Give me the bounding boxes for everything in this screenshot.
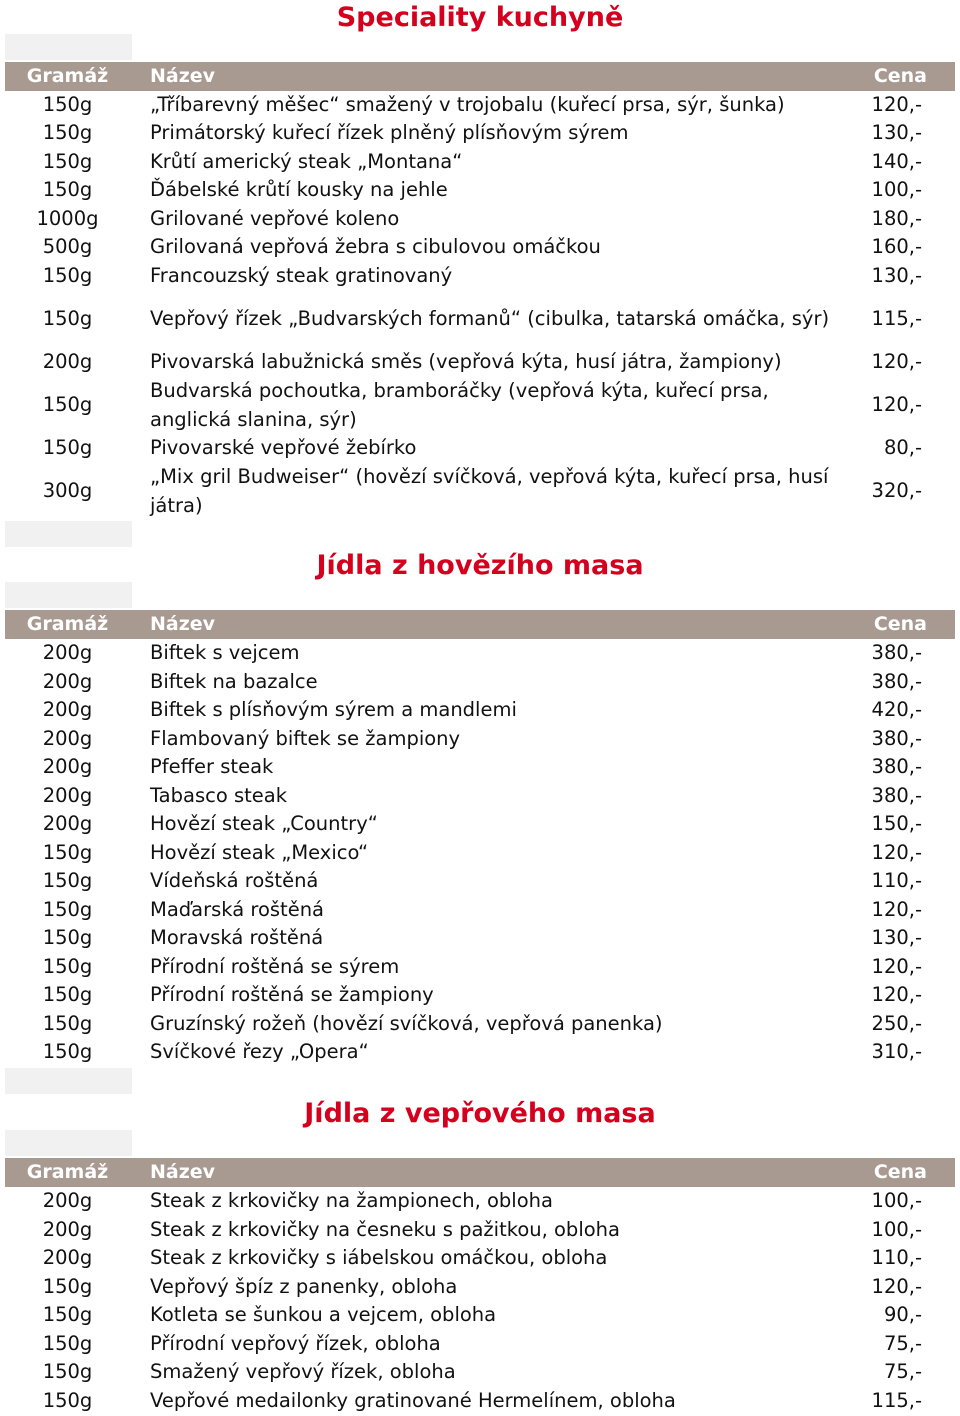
- item-name: Biftek na bazalce: [150, 670, 318, 693]
- item-name: Přírodní vepřový řízek, obloha: [150, 1332, 441, 1355]
- header-price: Cena: [873, 65, 927, 87]
- gray-block: [5, 1068, 132, 1094]
- item-name: Krůtí americký steak „Montana“: [150, 150, 463, 173]
- item-weight: 200g: [42, 698, 93, 721]
- item-price: 75,-: [883, 1332, 922, 1355]
- item-name: Kotleta se šunkou a vejcem, obloha: [150, 1303, 497, 1326]
- item-name: Vepřový špíz z panenky, obloha: [150, 1275, 458, 1298]
- item-price: 90,-: [883, 1303, 922, 1326]
- item-price: 250,-: [871, 1012, 922, 1035]
- item-weight: 200g: [42, 812, 93, 835]
- item-price: 380,-: [871, 784, 922, 807]
- item-name: Hovězí steak „Country“: [150, 812, 378, 835]
- item-weight: 150g: [42, 264, 93, 287]
- gray-block: [5, 1130, 132, 1156]
- item-weight: 200g: [42, 784, 93, 807]
- item-weight: 150g: [42, 1040, 93, 1063]
- section-title: Speciality kuchyně: [336, 2, 624, 33]
- item-weight: 200g: [42, 1189, 93, 1212]
- item-name: Primátorský kuřecí řízek plněný plísňovým sýrem: [150, 121, 629, 144]
- item-price: 140,-: [871, 150, 922, 173]
- item-name: Biftek s plísňovým sýrem a mandlemi: [150, 698, 517, 721]
- item-price: 180,-: [871, 207, 922, 230]
- table-header: [5, 62, 955, 91]
- item-price: 130,-: [871, 264, 922, 287]
- item-price: 115,-: [871, 1389, 922, 1412]
- item-name: Ďábelské krůtí kousky na jehle: [150, 178, 448, 201]
- item-name: Vepřové medailonky gratinované Hermelínem, obloha: [150, 1389, 676, 1412]
- item-price: 110,-: [871, 1246, 922, 1269]
- item-price: 120,-: [871, 983, 922, 1006]
- item-price: 310,-: [871, 1040, 922, 1063]
- item-price: 100,-: [871, 1189, 922, 1212]
- item-weight: 200g: [42, 755, 93, 778]
- item-price: 120,-: [871, 955, 922, 978]
- item-name: Pivovarské vepřové žebírko: [150, 436, 417, 459]
- item-weight: 1000g: [36, 207, 99, 230]
- item-name: Steak z krkovičky s iábelskou omáčkou, obloha: [150, 1246, 608, 1269]
- item-weight: 200g: [42, 350, 93, 373]
- item-weight: 150g: [42, 841, 93, 864]
- item-price: 380,-: [871, 670, 922, 693]
- item-weight: 150g: [42, 1012, 93, 1035]
- item-price: 120,-: [871, 350, 922, 373]
- item-name: Hovězí steak „Mexico“: [150, 841, 369, 864]
- item-weight: 200g: [42, 641, 93, 664]
- section-title: Jídla z vepřového masa: [304, 1098, 656, 1129]
- item-name: Budvarská pochoutka, bramboráčky (vepřová kýta, kuřecí prsa, anglická slanina, sýr): [150, 379, 769, 431]
- item-name: Svíčkové řezy „Opera“: [150, 1040, 369, 1063]
- item-name: Biftek s vejcem: [150, 641, 300, 664]
- item-weight: 150g: [42, 93, 93, 116]
- item-weight: 150g: [42, 1389, 93, 1412]
- item-weight: 150g: [42, 178, 93, 201]
- item-weight: 150g: [42, 983, 93, 1006]
- item-weight: 150g: [42, 1332, 93, 1355]
- item-price: 380,-: [871, 641, 922, 664]
- item-price: 110,-: [871, 869, 922, 892]
- table-header: [5, 610, 955, 639]
- item-price: 80,-: [883, 436, 922, 459]
- item-weight: 200g: [42, 670, 93, 693]
- item-name: Gruzínský rožeň (hovězí svíčková, vepřová panenka): [150, 1012, 663, 1035]
- header-price: Cena: [873, 1161, 927, 1183]
- gray-block: [5, 521, 132, 547]
- item-name: Maďarská roštěná: [150, 898, 325, 921]
- item-weight: 200g: [42, 727, 93, 750]
- item-price: 380,-: [871, 727, 922, 750]
- item-name: Přírodní roštěná se sýrem: [150, 955, 400, 978]
- item-price: 120,-: [871, 393, 922, 416]
- item-name: Steak z krkovičky na žampionech, obloha: [150, 1189, 553, 1212]
- item-price: 100,-: [871, 1218, 922, 1241]
- item-name: Vepřový řízek „Budvarských formanů“ (cibulka, tatarská omáčka, sýr): [150, 307, 830, 330]
- item-name: Grilovaná vepřová žebra s cibulovou omáčkou: [150, 235, 601, 258]
- table-header: [5, 1158, 955, 1187]
- item-weight: 150g: [42, 869, 93, 892]
- header-name: Název: [150, 613, 216, 635]
- item-weight: 150g: [42, 393, 93, 416]
- header-name: Název: [150, 1161, 216, 1183]
- item-weight: 150g: [42, 926, 93, 949]
- item-price: 380,-: [871, 755, 922, 778]
- header-weight: Gramáž: [26, 613, 109, 635]
- item-weight: 150g: [42, 307, 93, 330]
- item-name: Smažený vepřový řízek, obloha: [150, 1360, 456, 1383]
- header-name: Název: [150, 65, 216, 87]
- item-price: 100,-: [871, 178, 922, 201]
- header-weight: Gramáž: [26, 65, 109, 87]
- item-weight: 150g: [42, 150, 93, 173]
- item-price: 120,-: [871, 841, 922, 864]
- item-weight: 200g: [42, 1218, 93, 1241]
- item-name: Grilované vepřové koleno: [150, 207, 400, 230]
- item-name: Steak z krkovičky na česneku s pažitkou, obloha: [150, 1218, 620, 1241]
- item-weight: 150g: [42, 1360, 93, 1383]
- gray-block: [5, 582, 132, 608]
- item-weight: 150g: [42, 436, 93, 459]
- item-price: 120,-: [871, 898, 922, 921]
- item-name: Tabasco steak: [150, 784, 288, 807]
- item-weight: 150g: [42, 898, 93, 921]
- item-weight: 500g: [42, 235, 93, 258]
- item-name: Flambovaný biftek se žampiony: [150, 727, 461, 750]
- item-price: 130,-: [871, 926, 922, 949]
- item-weight: 150g: [42, 1303, 93, 1326]
- header-price: Cena: [873, 613, 927, 635]
- item-name: Vídeňská roštěná: [150, 869, 319, 892]
- item-weight: 150g: [42, 121, 93, 144]
- item-price: 75,-: [883, 1360, 922, 1383]
- header-weight: Gramáž: [26, 1161, 109, 1183]
- item-price: 160,-: [871, 235, 922, 258]
- item-name: Přírodní roštěná se žampiony: [150, 983, 434, 1006]
- item-name: Francouzský steak gratinovaný: [150, 264, 453, 287]
- item-name: Pivovarská labužnická směs (vepřová kýta, husí játra, žampiony): [150, 350, 782, 373]
- item-price: 130,-: [871, 121, 922, 144]
- item-weight: 150g: [42, 1275, 93, 1298]
- item-name: Pfeffer steak: [150, 755, 274, 778]
- section-title: Jídla z hovězího masa: [316, 550, 644, 581]
- item-name: Moravská roštěná: [150, 926, 324, 949]
- item-price: 420,-: [871, 698, 922, 721]
- item-name: „Mix gril Budweiser“ (hovězí svíčková, vepřová kýta, kuřecí prsa, husí játra): [150, 465, 829, 517]
- item-weight: 150g: [42, 955, 93, 978]
- item-price: 120,-: [871, 93, 922, 116]
- item-price: 120,-: [871, 1275, 922, 1298]
- item-name: „Tříbarevný měšec“ smažený v trojobalu (kuřecí prsa, sýr, šunka): [150, 93, 785, 116]
- item-weight: 200g: [42, 1246, 93, 1269]
- gray-block: [5, 34, 132, 60]
- item-weight: 300g: [42, 479, 93, 502]
- item-price: 320,-: [871, 479, 922, 502]
- item-price: 115,-: [871, 307, 922, 330]
- item-price: 150,-: [871, 812, 922, 835]
